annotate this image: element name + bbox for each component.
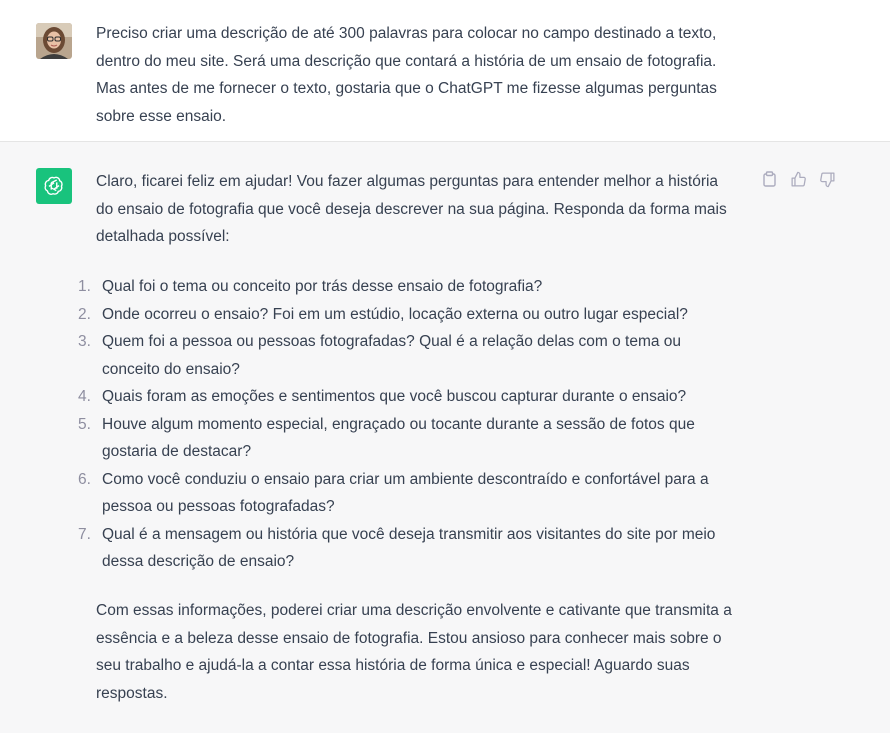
text-line: essência e a beleza desse ensaio de fotografia. Estou ansioso para conhecer mais sobre o bbox=[96, 629, 722, 647]
clipboard-icon bbox=[762, 171, 777, 187]
text-line: Qual é a mensagem ou história que você deseja transmitir aos visitantes do site por meio bbox=[102, 525, 716, 543]
user-message-text bbox=[96, 20, 776, 130]
list-number: 2. bbox=[78, 305, 91, 323]
thumbs-up-button[interactable] bbox=[789, 170, 807, 188]
text-line: gostaria de destacar? bbox=[102, 443, 252, 460]
list-item bbox=[78, 521, 738, 576]
assistant-avatar bbox=[36, 168, 72, 204]
text-line: Mas antes de me fornecer o texto, gostaria que o ChatGPT me fizesse algumas perguntas bbox=[96, 80, 717, 97]
list-item bbox=[78, 273, 738, 301]
message-actions bbox=[760, 170, 836, 188]
user-message bbox=[0, 0, 890, 142]
text-line: detalhada possível: bbox=[96, 228, 230, 245]
assistant-intro-text bbox=[96, 168, 756, 251]
assistant-message bbox=[0, 142, 890, 733]
text-line: do ensaio de fotografia que você deseja descrever na sua página. Responda da forma mais bbox=[96, 200, 727, 218]
text-line: respostas. bbox=[96, 684, 168, 702]
text-line: dentro do meu site. Será uma descrição que contará a história de um ensaio de fotografia. bbox=[96, 52, 717, 70]
list-item bbox=[78, 328, 738, 383]
text-line: Com essas informações, poderei criar uma descrição envolvente e cativante que transmita a bbox=[96, 602, 732, 619]
thumbs-up-icon bbox=[790, 171, 807, 188]
text-line: Qual foi o tema ou conceito por trás desse ensaio de fotografia? bbox=[102, 278, 543, 295]
question-list bbox=[78, 273, 738, 576]
text-line: conceito do ensaio? bbox=[102, 360, 240, 378]
list-number: 7. bbox=[78, 525, 91, 543]
text-line: Quais foram as emoções e sentimentos que você buscou capturar durante o ensaio? bbox=[102, 388, 687, 405]
text-line: Preciso criar uma descrição de até 300 palavras para colocar no campo destinado a texto, bbox=[96, 25, 717, 42]
copy-button[interactable] bbox=[760, 170, 778, 188]
text-line: Houve algum momento especial, engraçado ou tocante durante a sessão de fotos que bbox=[102, 415, 695, 433]
user-photo-avatar-icon bbox=[36, 23, 72, 59]
list-number: 3. bbox=[78, 333, 91, 350]
text-line: Claro, ficarei feliz em ajudar! Vou fazer algumas perguntas para entender melhor a história bbox=[96, 173, 719, 190]
text-line: pessoa ou pessoas fotografadas? bbox=[102, 498, 335, 515]
thumbs-down-icon bbox=[819, 171, 836, 188]
list-item bbox=[78, 411, 738, 466]
text-line: seu trabalho e ajudá-la a contar essa história de forma única e especial! Aguardo suas bbox=[96, 657, 690, 674]
text-line: dessa descrição de ensaio? bbox=[102, 553, 295, 570]
openai-logo-icon bbox=[43, 175, 65, 197]
thumbs-down-button[interactable] bbox=[818, 170, 836, 188]
list-number: 4. bbox=[78, 388, 91, 405]
user-avatar bbox=[36, 23, 72, 59]
text-line: Como você conduziu o ensaio para criar um ambiente descontraído e confortável para a bbox=[102, 470, 709, 488]
list-item bbox=[78, 301, 738, 329]
list-number: 1. bbox=[78, 278, 91, 295]
list-item bbox=[78, 466, 738, 521]
list-number: 6. bbox=[78, 470, 91, 488]
text-line: Quem foi a pessoa ou pessoas fotografadas? Qual é a relação delas com o tema ou bbox=[102, 333, 682, 350]
text-line: sobre esse ensaio. bbox=[96, 107, 227, 125]
list-number: 5. bbox=[78, 415, 91, 433]
list-item bbox=[78, 383, 738, 411]
text-line: Onde ocorreu o ensaio? Foi em um estúdio, locação externa ou outro lugar especial? bbox=[102, 305, 688, 323]
assistant-outro-text bbox=[96, 597, 776, 707]
